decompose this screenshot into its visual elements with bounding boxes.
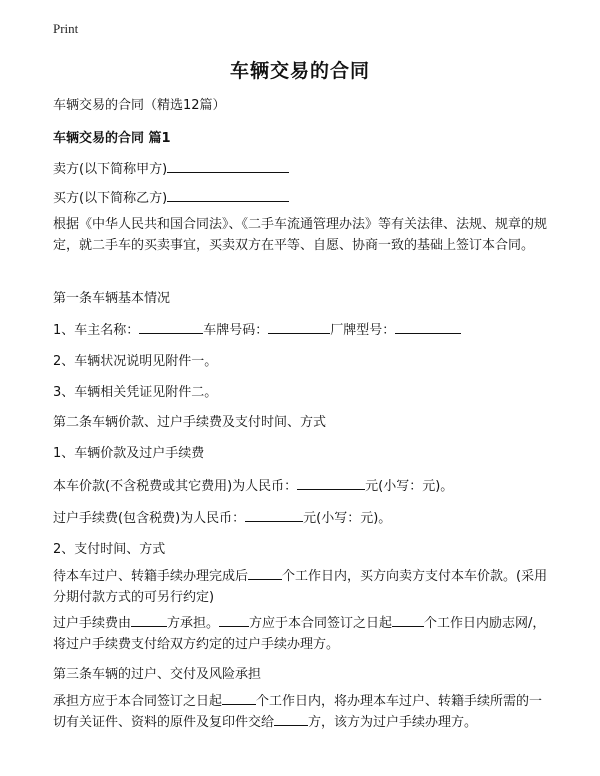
buyer-label: 买方(以下简称乙方) [53,191,168,206]
plate-blank [268,320,330,334]
article-3-text-c: 方，该方为过户手续办理方。 [308,715,478,730]
article-3-text-b: 个工作日内，将办理本车过户、转籍手续所需的一切有关证件、资料的原件及复印件交给 [53,694,543,730]
article-3-paragraph [53,691,550,733]
price-label: 本车价款(不含税费或其它费用)为人民币： [53,479,298,494]
price-line [53,475,453,494]
document-title: 车辆交易的合同 [229,60,370,82]
seller-line [53,158,289,177]
item-1-line [53,319,461,338]
model-blank [395,320,461,334]
transfer-party-blank [131,613,167,627]
article-1-heading: 第一条车辆基本情况 [53,291,171,306]
transfer-text-b: 方承担。 [167,616,220,631]
fee-unit: 元(小写：元)。 [303,511,392,526]
fee-label: 过户手续费(包含税费)为人民币： [53,511,246,526]
fee-line [53,507,391,526]
payment-text-b: 个工作日内，买方向卖方支付本车价款。(采用分期付款方式的可另行约定) [53,569,548,605]
transfer-text-c: 方应于本合同签订之日起 [249,616,393,631]
buyer-blank [167,188,289,202]
article-3-heading: 第三条车辆的过户、交付及风险承担 [53,667,262,682]
buyer-line [53,187,289,206]
article-3-days-blank [222,691,256,705]
payment-days-blank [248,566,282,580]
price-blank [297,476,365,490]
section-heading: 车辆交易的合同 篇1 [53,131,171,146]
transfer-days-blank [392,613,424,627]
seller-blank [167,159,289,173]
seller-label: 卖方(以下简称甲方) [53,162,168,177]
plate-label: 车牌号码： [203,323,269,338]
document-subtitle: 车辆交易的合同（精选12篇） [53,98,226,113]
transfer-payer-blank [219,613,249,627]
intro-paragraph: 根据《中华人民共和国合同法》、《二手车流通管理办法》等有关法律、法规、规章的规定，就二手车的买卖事宜，买卖双方在平等、自愿、协商一致的基础上签订本合同。 [53,217,548,253]
transfer-fee-paragraph [53,613,550,655]
transfer-text-d: 个工作日内励志网/，将过户手续费支付给双方约定的过户手续办理方。 [53,616,546,652]
model-label: 厂牌型号： [330,323,396,338]
item-3-line: 3、车辆相关凭证见附件二。 [53,385,218,400]
print-link[interactable]: Print [53,21,79,36]
subsection-2-heading: 2、支付时间、方式 [53,542,166,557]
price-unit: 元(小写：元)。 [365,479,454,494]
subsection-1-heading: 1、车辆价款及过户手续费 [53,446,205,461]
owner-label: 1、车主名称： [53,323,140,338]
transfer-text-a: 过户手续费由 [53,616,132,631]
payment-text-a: 待本车过户、转籍手续办理完成后 [53,569,249,584]
article-3-party-blank [274,712,308,726]
item-2-line: 2、车辆状况说明见附件一。 [53,354,218,369]
payment-paragraph [53,566,550,608]
owner-blank [139,320,203,334]
article-3-text-a: 承担方应于本合同签订之日起 [53,694,223,709]
fee-blank [245,508,303,522]
article-2-heading: 第二条车辆价款、过户手续费及支付时间、方式 [53,415,327,430]
